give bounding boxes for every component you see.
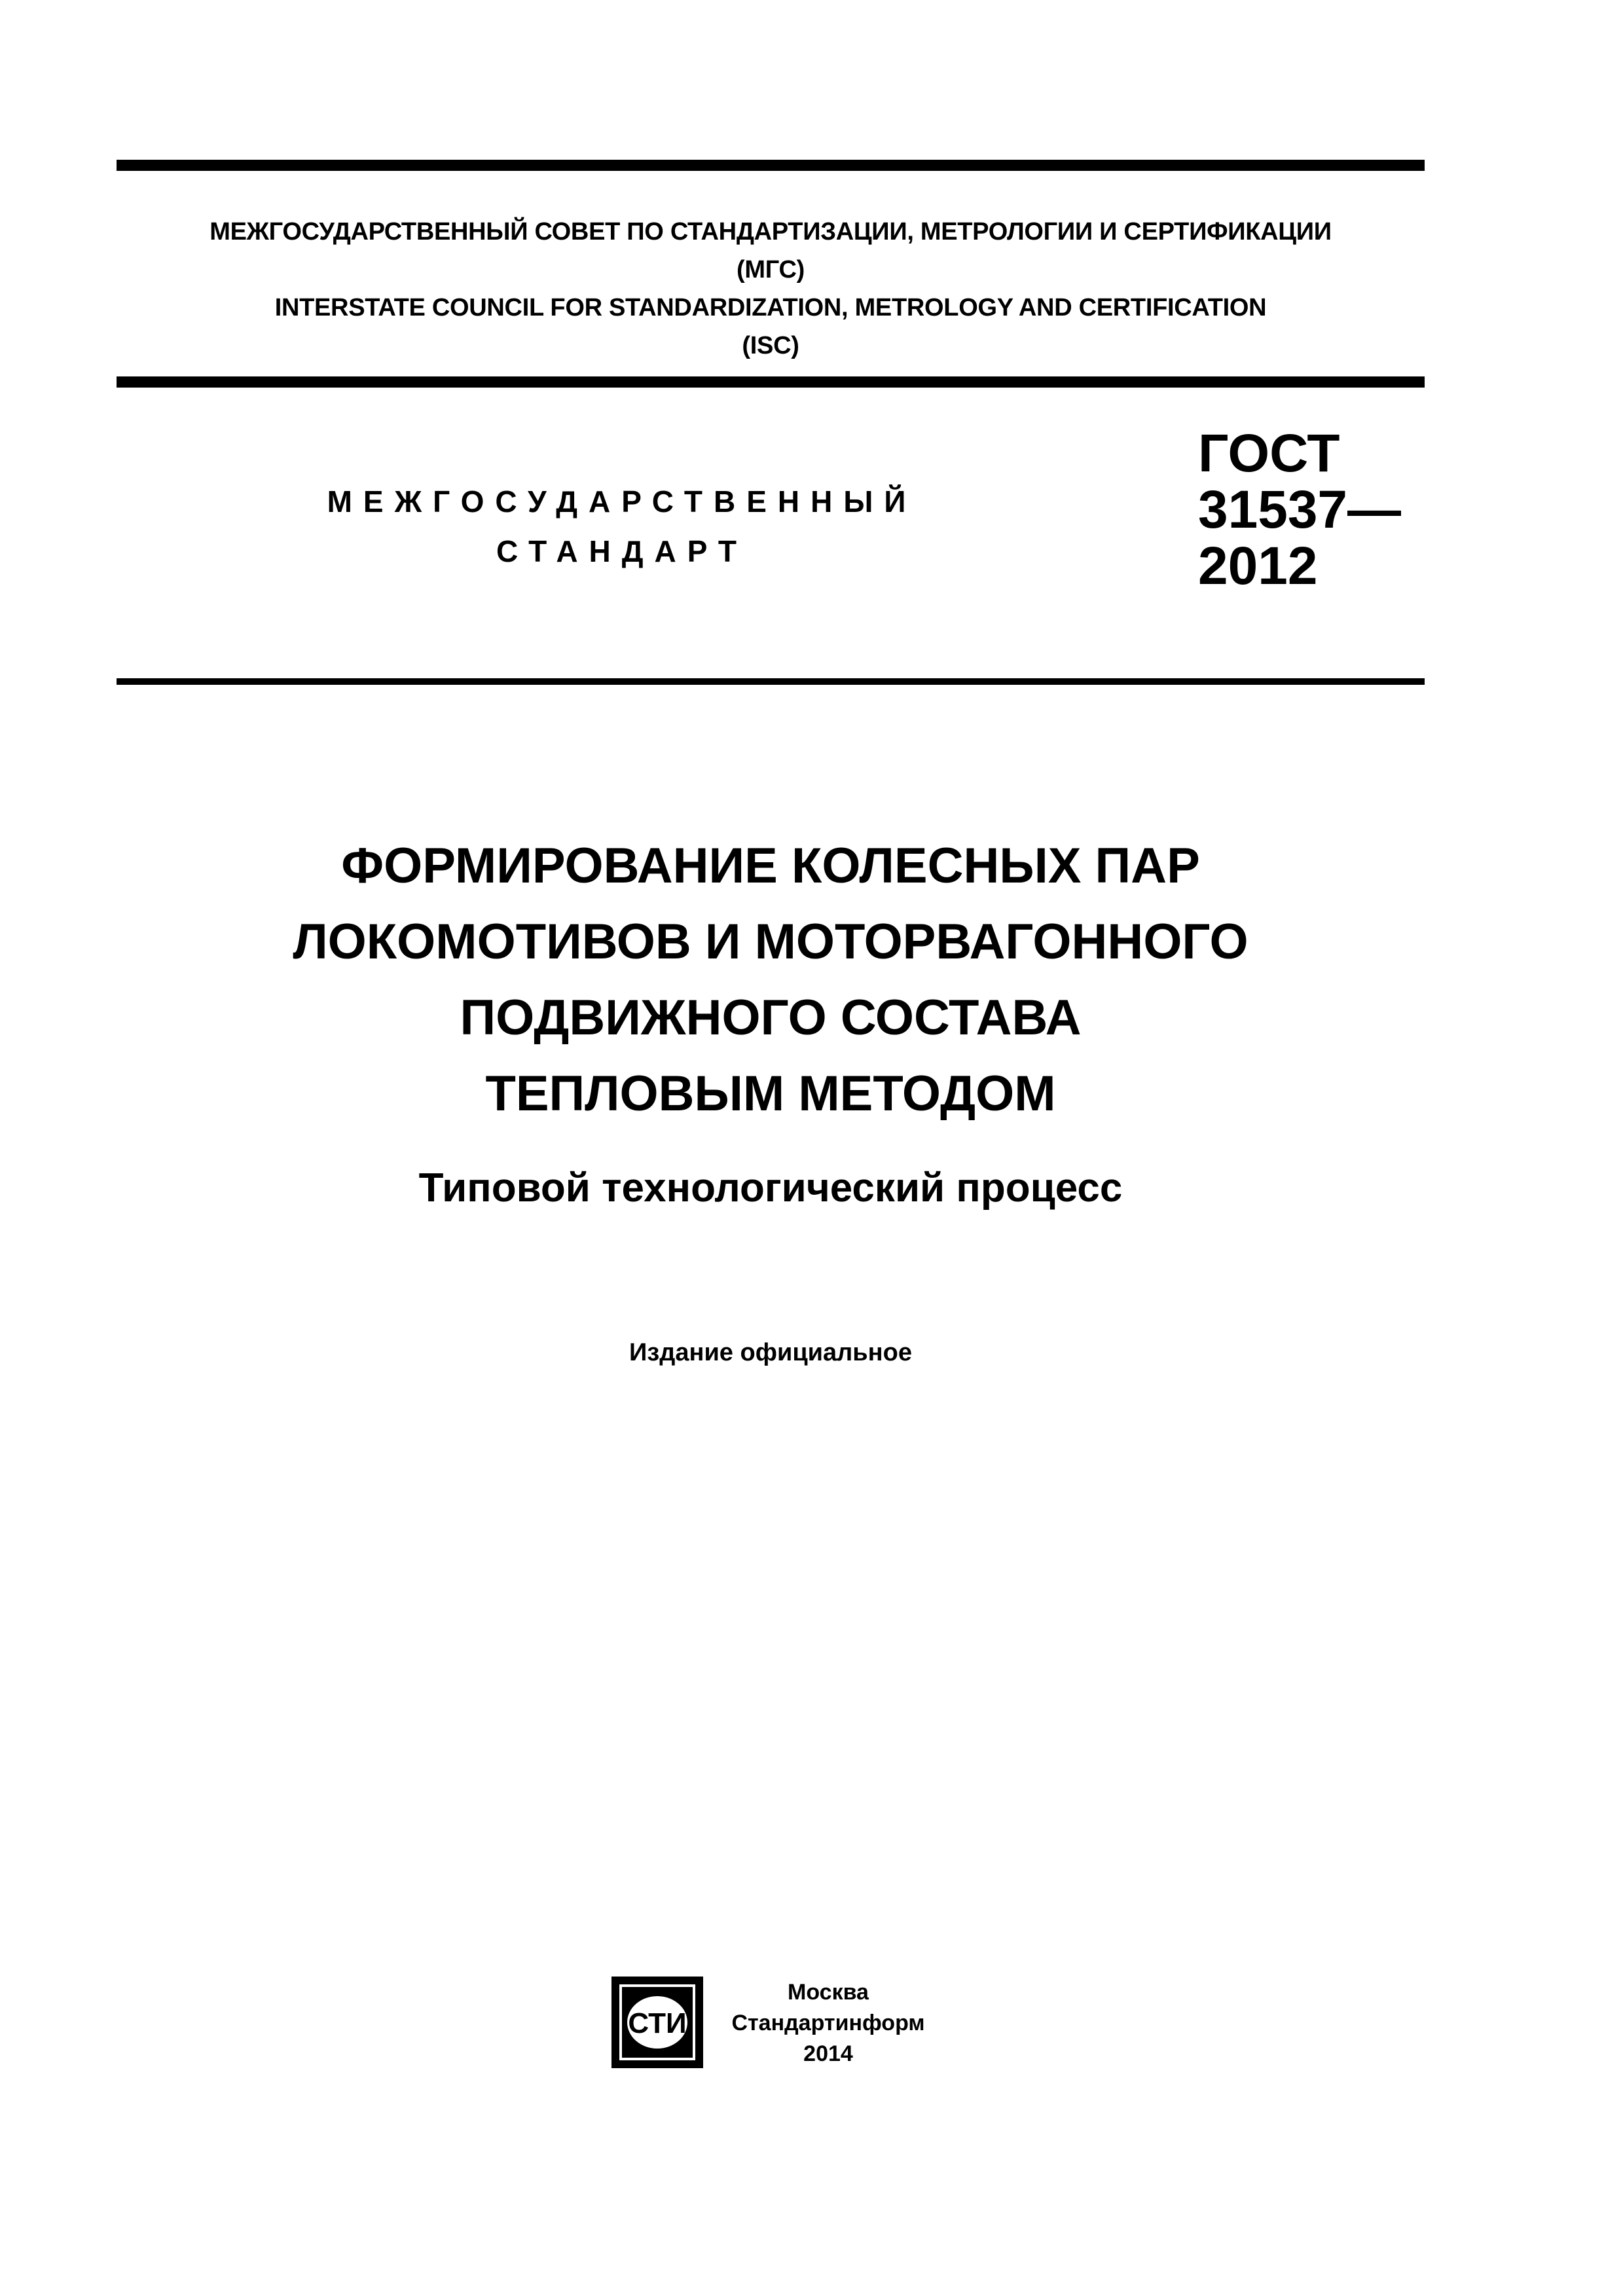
publisher-name: Стандартинформ — [731, 2011, 925, 2035]
council-name-ru: МЕЖГОСУДАРСТВЕННЫЙ СОВЕТ ПО СТАНДАРТИЗАЦИИ, МЕТРОЛОГИИ И СЕРТИФИКАЦИИ — [210, 218, 1332, 246]
publisher-city: Москва — [788, 1980, 869, 2005]
council-abbr-ru: (МГС) — [737, 256, 805, 283]
top-rule — [117, 160, 1425, 171]
title-line1: ФОРМИРОВАНИЕ КОЛЕСНЫХ ПАР — [341, 838, 1200, 894]
standartinform-logo-icon — [609, 1974, 706, 2071]
edition-note: Издание официальное — [629, 1339, 912, 1366]
document-subtitle: Типовой технологический процесс — [418, 1165, 1123, 1211]
title-line4: ТЕПЛОВЫМ МЕТОДОМ — [485, 1066, 1056, 1121]
publisher-info — [717, 1977, 939, 2069]
middle-rule — [117, 376, 1425, 388]
council-abbr-en: (ISC) — [742, 332, 799, 359]
logo-text: СТИ — [628, 2007, 687, 2039]
standard-type — [288, 477, 956, 576]
title-line2: ЛОКОМОТИВОВ И МОТОРВАГОННОГО — [293, 914, 1249, 970]
gost-designation — [1198, 426, 1401, 594]
gost-year: 2012 — [1198, 536, 1318, 596]
standard-type-line1: МЕЖГОСУДАРСТВЕННЫЙ — [327, 484, 917, 519]
gost-number: 31537— — [1198, 480, 1402, 539]
title-line3: ПОДВИЖНОГО СОСТАВА — [460, 990, 1082, 1046]
council-name-en: INTERSTATE COUNCIL FOR STANDARDIZATION, METROLOGY AND CERTIFICATION — [274, 294, 1267, 321]
gost-label: ГОСТ — [1198, 424, 1340, 483]
publisher-year: 2014 — [803, 2041, 853, 2066]
council-header — [117, 213, 1425, 365]
document-title — [117, 828, 1425, 1132]
standard-type-line2: СТАНДАРТ — [496, 534, 748, 568]
bottom-rule — [117, 678, 1425, 685]
